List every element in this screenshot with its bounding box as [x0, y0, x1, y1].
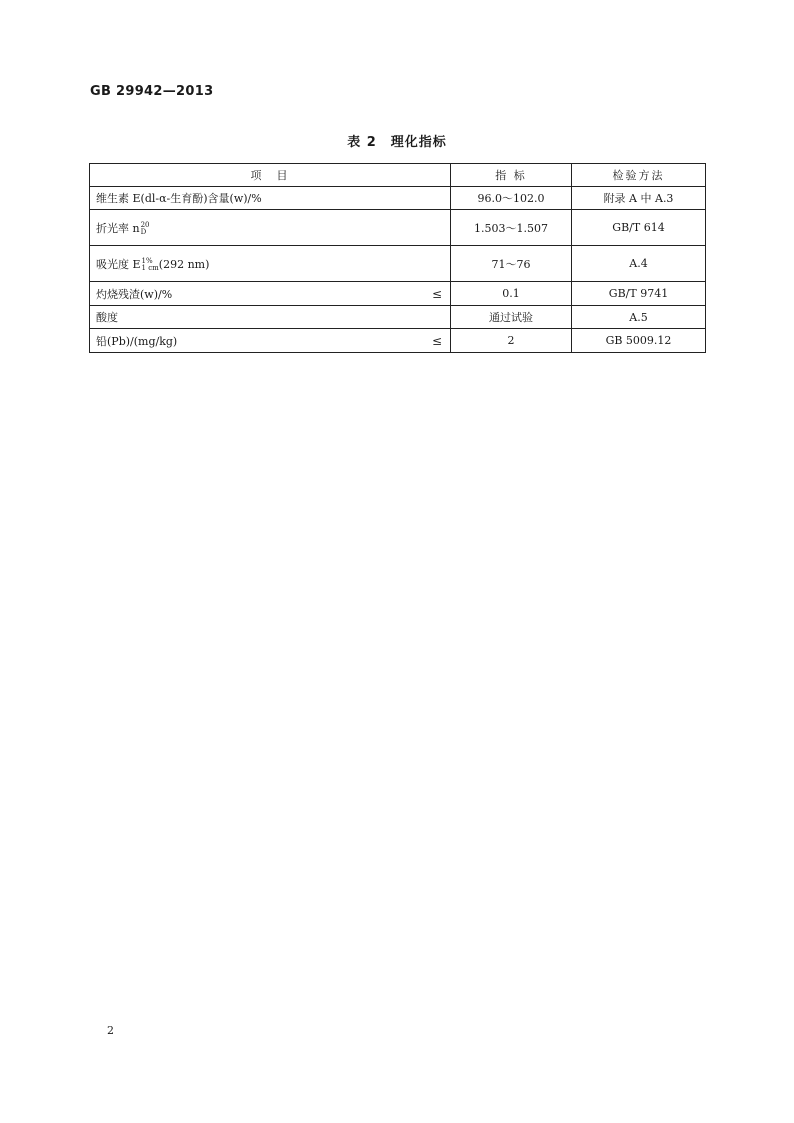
row-method: A.4 [572, 246, 706, 282]
column-header-value: 指 标 [451, 164, 572, 187]
row-method: GB 5009.12 [572, 329, 706, 353]
table-row [90, 306, 706, 329]
item-label: 灼烧残渣(w)/% [96, 287, 173, 301]
row-method: GB/T 614 [572, 210, 706, 246]
item-sub: D [140, 227, 147, 236]
page-number: 2 [107, 1024, 114, 1037]
row-item-vitamin-e [90, 187, 451, 210]
table-row [90, 329, 706, 353]
physicochemical-table [89, 163, 706, 353]
row-value: 2 [451, 329, 572, 353]
row-item-residue-on-ignition [90, 282, 451, 306]
le-symbol: ≤ [431, 333, 442, 348]
column-header-item: 项 目 [90, 164, 451, 187]
row-item-refractive-index [90, 210, 451, 246]
table-row [90, 187, 706, 210]
item-sup: 1% [141, 256, 153, 265]
item-label: 酸度 [96, 311, 118, 324]
item-suffix: (292 nm) [158, 257, 210, 271]
row-value: 通过试验 [451, 306, 572, 329]
column-header-method: 检验方法 [572, 164, 706, 187]
table-row [90, 282, 706, 306]
item-label: 吸光度 E [96, 257, 141, 271]
row-method: A.5 [572, 306, 706, 329]
row-item-acidity [90, 306, 451, 329]
row-item-absorbance [90, 246, 451, 282]
item-sup: 20 [140, 220, 150, 229]
row-item-lead [90, 329, 451, 353]
row-value: 0.1 [451, 282, 572, 306]
table-row [90, 210, 706, 246]
item-sub: 1 cm [141, 263, 159, 272]
table-header-row [90, 164, 706, 187]
row-method: 附录 A 中 A.3 [572, 187, 706, 210]
standard-code: GB 29942—2013 [90, 84, 214, 99]
row-value: 1.503～1.507 [451, 210, 572, 246]
table-title: 表 2 理化指标 [347, 135, 447, 150]
row-value: 71～76 [451, 246, 572, 282]
row-method: GB/T 9741 [572, 282, 706, 306]
row-value: 96.0～102.0 [451, 187, 572, 210]
item-scripts [141, 222, 150, 236]
le-symbol: ≤ [431, 286, 442, 301]
item-scripts [142, 258, 159, 272]
table-row [90, 246, 706, 282]
item-label: 维生素 E(dl-α-生育酚)含量(w)/% [96, 192, 262, 205]
item-label: 铅(Pb)/(mg/kg) [96, 334, 178, 348]
item-label: 折光率 n [96, 221, 140, 235]
